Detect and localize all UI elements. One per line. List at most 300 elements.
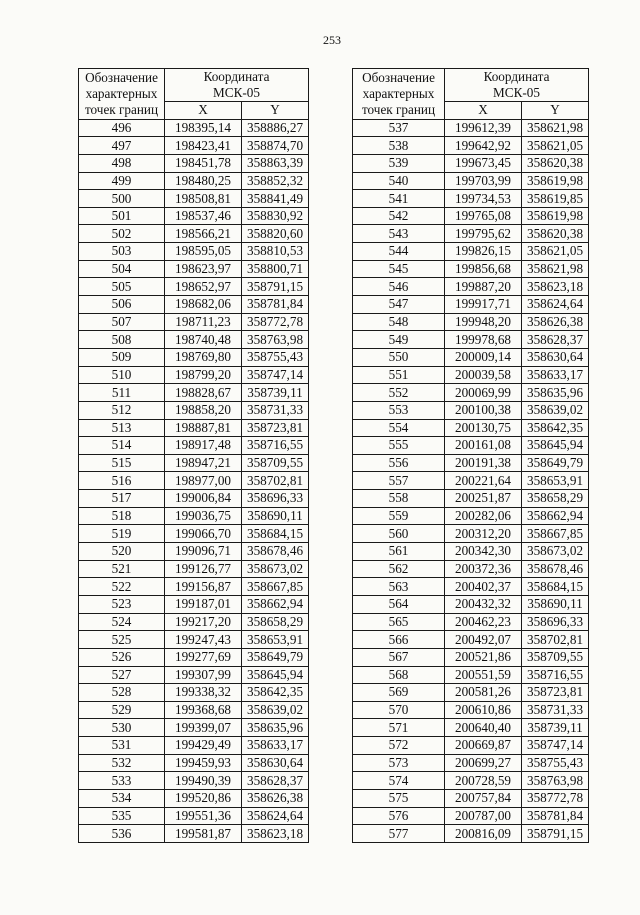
coordinates-table-right xyxy=(352,68,589,843)
table-row xyxy=(353,754,589,772)
x-header: X xyxy=(165,102,242,120)
table-row xyxy=(353,560,589,578)
table-row xyxy=(353,119,589,137)
y-coordinate: 358772,78 xyxy=(522,789,589,807)
point-number: 575 xyxy=(353,789,445,807)
point-number: 501 xyxy=(79,207,165,225)
table-row xyxy=(353,472,589,490)
point-number: 536 xyxy=(79,825,165,843)
y-coordinate: 358723,81 xyxy=(522,684,589,702)
coordinate-header-line: МСК-05 xyxy=(493,85,540,100)
y-coordinate: 358630,64 xyxy=(242,754,309,772)
table-row xyxy=(353,666,589,684)
x-coordinate: 199887,20 xyxy=(445,278,522,296)
point-number: 570 xyxy=(353,701,445,719)
point-number: 564 xyxy=(353,595,445,613)
y-coordinate: 358747,14 xyxy=(242,366,309,384)
table-row xyxy=(79,737,309,755)
point-number: 551 xyxy=(353,366,445,384)
y-coordinate: 358653,91 xyxy=(522,472,589,490)
x-coordinate: 200432,32 xyxy=(445,595,522,613)
y-coordinate: 358621,05 xyxy=(522,137,589,155)
y-coordinate: 358696,33 xyxy=(522,613,589,631)
coordinates-table-left xyxy=(78,68,309,843)
table-row xyxy=(353,190,589,208)
point-number: 517 xyxy=(79,490,165,508)
point-number: 521 xyxy=(79,560,165,578)
y-coordinate: 358820,60 xyxy=(242,225,309,243)
x-coordinate: 199307,99 xyxy=(165,666,242,684)
point-number: 504 xyxy=(79,260,165,278)
point-number: 543 xyxy=(353,225,445,243)
table-row xyxy=(79,260,309,278)
table-body xyxy=(79,69,309,843)
x-coordinate: 200221,64 xyxy=(445,472,522,490)
y-coordinate: 358830,92 xyxy=(242,207,309,225)
x-coordinate: 200100,38 xyxy=(445,401,522,419)
x-coordinate: 200161,08 xyxy=(445,437,522,455)
y-header: Y xyxy=(242,102,309,120)
table-row xyxy=(79,807,309,825)
x-coordinate: 199765,08 xyxy=(445,207,522,225)
table-row xyxy=(79,631,309,649)
y-coordinate: 358763,98 xyxy=(242,331,309,349)
x-coordinate: 200402,37 xyxy=(445,578,522,596)
y-coordinate: 358863,39 xyxy=(242,154,309,172)
x-coordinate: 199612,39 xyxy=(445,119,522,137)
point-number: 522 xyxy=(79,578,165,596)
table-row xyxy=(353,613,589,631)
header-row xyxy=(353,69,589,102)
table-row xyxy=(353,825,589,843)
y-coordinate: 358619,98 xyxy=(522,172,589,190)
point-number: 545 xyxy=(353,260,445,278)
header-row xyxy=(79,69,309,102)
point-number: 514 xyxy=(79,437,165,455)
y-coordinate: 358667,85 xyxy=(522,525,589,543)
y-coordinate: 358678,46 xyxy=(242,543,309,561)
point-number: 562 xyxy=(353,560,445,578)
x-coordinate: 198451,78 xyxy=(165,154,242,172)
table-row xyxy=(79,454,309,472)
x-coordinate: 200039,58 xyxy=(445,366,522,384)
point-number: 509 xyxy=(79,348,165,366)
table-row xyxy=(353,772,589,790)
x-coordinate: 199856,68 xyxy=(445,260,522,278)
y-coordinate: 358662,94 xyxy=(522,507,589,525)
x-coordinate: 200191,38 xyxy=(445,454,522,472)
point-number: 500 xyxy=(79,190,165,208)
y-coordinate: 358709,55 xyxy=(242,454,309,472)
y-header: Y xyxy=(522,102,589,120)
table-row xyxy=(353,366,589,384)
point-number: 546 xyxy=(353,278,445,296)
point-number: 505 xyxy=(79,278,165,296)
x-coordinate: 198711,23 xyxy=(165,313,242,331)
table-row xyxy=(79,278,309,296)
x-coordinate: 199096,71 xyxy=(165,543,242,561)
y-coordinate: 358658,29 xyxy=(522,490,589,508)
y-coordinate: 358886,27 xyxy=(242,119,309,137)
x-coordinate: 198537,46 xyxy=(165,207,242,225)
x-coordinate: 199581,87 xyxy=(165,825,242,843)
point-number: 535 xyxy=(79,807,165,825)
point-number: 572 xyxy=(353,737,445,755)
y-coordinate: 358624,64 xyxy=(522,296,589,314)
table-row xyxy=(79,825,309,843)
x-coordinate: 198682,06 xyxy=(165,296,242,314)
x-coordinate: 198652,97 xyxy=(165,278,242,296)
table-row xyxy=(353,384,589,402)
x-coordinate: 198769,80 xyxy=(165,348,242,366)
point-number: 528 xyxy=(79,684,165,702)
table-row xyxy=(353,701,589,719)
table-row xyxy=(79,190,309,208)
x-coordinate: 199338,32 xyxy=(165,684,242,702)
table-row xyxy=(79,772,309,790)
point-number: 513 xyxy=(79,419,165,437)
point-number: 555 xyxy=(353,437,445,455)
table-row xyxy=(353,789,589,807)
x-coordinate: 200312,20 xyxy=(445,525,522,543)
point-number: 559 xyxy=(353,507,445,525)
y-coordinate: 358653,91 xyxy=(242,631,309,649)
point-number: 524 xyxy=(79,613,165,631)
table-row xyxy=(79,701,309,719)
point-number: 512 xyxy=(79,401,165,419)
x-coordinate: 200251,87 xyxy=(445,490,522,508)
table-row xyxy=(353,525,589,543)
point-number: 567 xyxy=(353,648,445,666)
y-coordinate: 358645,94 xyxy=(242,666,309,684)
y-coordinate: 358716,55 xyxy=(242,437,309,455)
table-row xyxy=(79,578,309,596)
x-coordinate: 199673,45 xyxy=(445,154,522,172)
point-number: 544 xyxy=(353,243,445,261)
table-row xyxy=(353,313,589,331)
y-coordinate: 358772,78 xyxy=(242,313,309,331)
x-coordinate: 199156,87 xyxy=(165,578,242,596)
table-row xyxy=(353,260,589,278)
point-number: 549 xyxy=(353,331,445,349)
point-number: 511 xyxy=(79,384,165,402)
table-row xyxy=(79,525,309,543)
y-coordinate: 358702,81 xyxy=(522,631,589,649)
point-number: 498 xyxy=(79,154,165,172)
table-row xyxy=(353,648,589,666)
table-row xyxy=(353,172,589,190)
x-coordinate: 200462,23 xyxy=(445,613,522,631)
point-number: 503 xyxy=(79,243,165,261)
y-coordinate: 358649,79 xyxy=(242,648,309,666)
x-coordinate: 198423,41 xyxy=(165,137,242,155)
x-coordinate: 200551,59 xyxy=(445,666,522,684)
point-number: 510 xyxy=(79,366,165,384)
point-number: 526 xyxy=(79,648,165,666)
y-coordinate: 358639,02 xyxy=(522,401,589,419)
point-number: 532 xyxy=(79,754,165,772)
x-coordinate: 199703,99 xyxy=(445,172,522,190)
point-number: 577 xyxy=(353,825,445,843)
point-number: 525 xyxy=(79,631,165,649)
designation-header xyxy=(353,69,445,120)
y-coordinate: 358755,43 xyxy=(522,754,589,772)
x-coordinate: 199368,68 xyxy=(165,701,242,719)
x-coordinate: 199917,71 xyxy=(445,296,522,314)
y-coordinate: 358635,96 xyxy=(522,384,589,402)
x-coordinate: 199399,07 xyxy=(165,719,242,737)
y-coordinate: 358621,05 xyxy=(522,243,589,261)
y-coordinate: 358620,38 xyxy=(522,154,589,172)
x-coordinate: 199126,77 xyxy=(165,560,242,578)
y-coordinate: 358649,79 xyxy=(522,454,589,472)
y-coordinate: 358716,55 xyxy=(522,666,589,684)
y-coordinate: 358623,18 xyxy=(242,825,309,843)
x-coordinate: 199429,49 xyxy=(165,737,242,755)
table-row xyxy=(353,807,589,825)
table-row xyxy=(79,507,309,525)
point-number: 558 xyxy=(353,490,445,508)
x-coordinate: 198828,67 xyxy=(165,384,242,402)
x-coordinate: 199277,69 xyxy=(165,648,242,666)
y-coordinate: 358723,81 xyxy=(242,419,309,437)
y-coordinate: 358747,14 xyxy=(522,737,589,755)
point-number: 523 xyxy=(79,595,165,613)
y-coordinate: 358731,33 xyxy=(242,401,309,419)
point-number: 557 xyxy=(353,472,445,490)
y-coordinate: 358626,38 xyxy=(242,789,309,807)
y-coordinate: 358709,55 xyxy=(522,648,589,666)
coordinate-header-line: Координата xyxy=(203,69,270,84)
point-number: 506 xyxy=(79,296,165,314)
point-number: 571 xyxy=(353,719,445,737)
y-coordinate: 358852,32 xyxy=(242,172,309,190)
x-coordinate: 199948,20 xyxy=(445,313,522,331)
x-coordinate: 199978,68 xyxy=(445,331,522,349)
point-number: 507 xyxy=(79,313,165,331)
table-row xyxy=(353,137,589,155)
table-row xyxy=(79,119,309,137)
table-row xyxy=(79,472,309,490)
x-coordinate: 200372,36 xyxy=(445,560,522,578)
y-coordinate: 358667,85 xyxy=(242,578,309,596)
point-number: 542 xyxy=(353,207,445,225)
point-number: 508 xyxy=(79,331,165,349)
designation-header-line: точек границ xyxy=(361,101,436,117)
x-coordinate: 200581,26 xyxy=(445,684,522,702)
x-coordinate: 200669,87 xyxy=(445,737,522,755)
point-number: 527 xyxy=(79,666,165,684)
table-row xyxy=(353,595,589,613)
table-row xyxy=(353,719,589,737)
y-coordinate: 358624,64 xyxy=(242,807,309,825)
table-row xyxy=(79,225,309,243)
table-row xyxy=(79,543,309,561)
y-coordinate: 358781,84 xyxy=(522,807,589,825)
designation-header-line: Обозначение xyxy=(85,69,158,85)
x-coordinate: 198740,48 xyxy=(165,331,242,349)
x-coordinate: 199551,36 xyxy=(165,807,242,825)
table-row xyxy=(79,684,309,702)
point-number: 520 xyxy=(79,543,165,561)
table-row xyxy=(79,613,309,631)
y-coordinate: 358626,38 xyxy=(522,313,589,331)
table-row xyxy=(353,348,589,366)
y-coordinate: 358841,49 xyxy=(242,190,309,208)
y-coordinate: 358628,37 xyxy=(242,772,309,790)
y-coordinate: 358678,46 xyxy=(522,560,589,578)
table-row xyxy=(79,401,309,419)
table-row xyxy=(353,543,589,561)
point-number: 573 xyxy=(353,754,445,772)
table-row xyxy=(353,490,589,508)
y-coordinate: 358645,94 xyxy=(522,437,589,455)
y-coordinate: 358621,98 xyxy=(522,119,589,137)
y-coordinate: 358658,29 xyxy=(242,613,309,631)
point-number: 515 xyxy=(79,454,165,472)
table-row xyxy=(353,296,589,314)
table-row xyxy=(353,154,589,172)
point-number: 565 xyxy=(353,613,445,631)
x-coordinate: 200640,40 xyxy=(445,719,522,737)
table-row xyxy=(79,296,309,314)
x-coordinate: 200521,86 xyxy=(445,648,522,666)
point-number: 569 xyxy=(353,684,445,702)
designation-header-line: характерных xyxy=(85,85,158,101)
x-coordinate: 198480,25 xyxy=(165,172,242,190)
x-coordinate: 199642,92 xyxy=(445,137,522,155)
x-coordinate: 198623,97 xyxy=(165,260,242,278)
x-coordinate: 198566,21 xyxy=(165,225,242,243)
y-coordinate: 358621,98 xyxy=(522,260,589,278)
y-coordinate: 358673,02 xyxy=(522,543,589,561)
point-number: 574 xyxy=(353,772,445,790)
table-row xyxy=(79,348,309,366)
y-coordinate: 358633,17 xyxy=(242,737,309,755)
point-number: 550 xyxy=(353,348,445,366)
y-coordinate: 358623,18 xyxy=(522,278,589,296)
designation-header-line: характерных xyxy=(362,85,435,101)
point-number: 566 xyxy=(353,631,445,649)
point-number: 554 xyxy=(353,419,445,437)
table-row xyxy=(353,454,589,472)
table-row xyxy=(353,684,589,702)
point-number: 560 xyxy=(353,525,445,543)
x-coordinate: 200699,27 xyxy=(445,754,522,772)
table-row xyxy=(79,490,309,508)
y-coordinate: 358620,38 xyxy=(522,225,589,243)
table-row xyxy=(79,437,309,455)
table-row xyxy=(79,648,309,666)
table-row xyxy=(79,137,309,155)
y-coordinate: 358755,43 xyxy=(242,348,309,366)
y-coordinate: 358630,64 xyxy=(522,348,589,366)
point-number: 547 xyxy=(353,296,445,314)
point-number: 541 xyxy=(353,190,445,208)
point-number: 516 xyxy=(79,472,165,490)
x-coordinate: 198917,48 xyxy=(165,437,242,455)
x-coordinate: 198947,21 xyxy=(165,454,242,472)
y-coordinate: 358874,70 xyxy=(242,137,309,155)
table-row xyxy=(79,666,309,684)
x-coordinate: 198508,81 xyxy=(165,190,242,208)
point-number: 563 xyxy=(353,578,445,596)
y-coordinate: 358633,17 xyxy=(522,366,589,384)
designation-header-line: точек границ xyxy=(84,101,159,117)
table-row xyxy=(353,507,589,525)
x-coordinate: 200757,84 xyxy=(445,789,522,807)
x-coordinate: 198395,14 xyxy=(165,119,242,137)
y-coordinate: 358684,15 xyxy=(242,525,309,543)
page-number: 253 xyxy=(323,33,341,47)
x-coordinate: 199520,86 xyxy=(165,789,242,807)
x-coordinate: 198799,20 xyxy=(165,366,242,384)
table-row xyxy=(353,419,589,437)
y-coordinate: 358690,11 xyxy=(522,595,589,613)
point-number: 553 xyxy=(353,401,445,419)
y-coordinate: 358662,94 xyxy=(242,595,309,613)
coordinate-header-line: Координата xyxy=(483,69,550,84)
y-coordinate: 358639,02 xyxy=(242,701,309,719)
table-row xyxy=(79,207,309,225)
point-number: 531 xyxy=(79,737,165,755)
point-number: 539 xyxy=(353,154,445,172)
point-number: 552 xyxy=(353,384,445,402)
y-coordinate: 358684,15 xyxy=(522,578,589,596)
x-coordinate: 199490,39 xyxy=(165,772,242,790)
x-coordinate: 200282,06 xyxy=(445,507,522,525)
point-number: 548 xyxy=(353,313,445,331)
y-coordinate: 358810,53 xyxy=(242,243,309,261)
table-body xyxy=(353,69,589,843)
table-row xyxy=(79,719,309,737)
table-row xyxy=(353,207,589,225)
table-row xyxy=(79,331,309,349)
table-row xyxy=(79,243,309,261)
point-number: 518 xyxy=(79,507,165,525)
x-coordinate: 199795,62 xyxy=(445,225,522,243)
point-number: 540 xyxy=(353,172,445,190)
table-row xyxy=(353,401,589,419)
table-row xyxy=(79,754,309,772)
y-coordinate: 358791,15 xyxy=(242,278,309,296)
table-row xyxy=(353,437,589,455)
y-coordinate: 358635,96 xyxy=(242,719,309,737)
table-row xyxy=(353,225,589,243)
y-coordinate: 358791,15 xyxy=(522,825,589,843)
point-number: 519 xyxy=(79,525,165,543)
x-coordinate: 199066,70 xyxy=(165,525,242,543)
x-coordinate: 199006,84 xyxy=(165,490,242,508)
x-coordinate: 200816,09 xyxy=(445,825,522,843)
table-row xyxy=(353,631,589,649)
table-row xyxy=(79,313,309,331)
point-number: 561 xyxy=(353,543,445,561)
x-coordinate: 199036,75 xyxy=(165,507,242,525)
y-coordinate: 358642,35 xyxy=(242,684,309,702)
table-row xyxy=(79,154,309,172)
y-coordinate: 358628,37 xyxy=(522,331,589,349)
y-coordinate: 358642,35 xyxy=(522,419,589,437)
y-coordinate: 358763,98 xyxy=(522,772,589,790)
x-coordinate: 199217,20 xyxy=(165,613,242,631)
table-row xyxy=(353,578,589,596)
y-coordinate: 358800,71 xyxy=(242,260,309,278)
x-coordinate: 199734,53 xyxy=(445,190,522,208)
point-number: 538 xyxy=(353,137,445,155)
point-number: 537 xyxy=(353,119,445,137)
x-coordinate: 200069,99 xyxy=(445,384,522,402)
